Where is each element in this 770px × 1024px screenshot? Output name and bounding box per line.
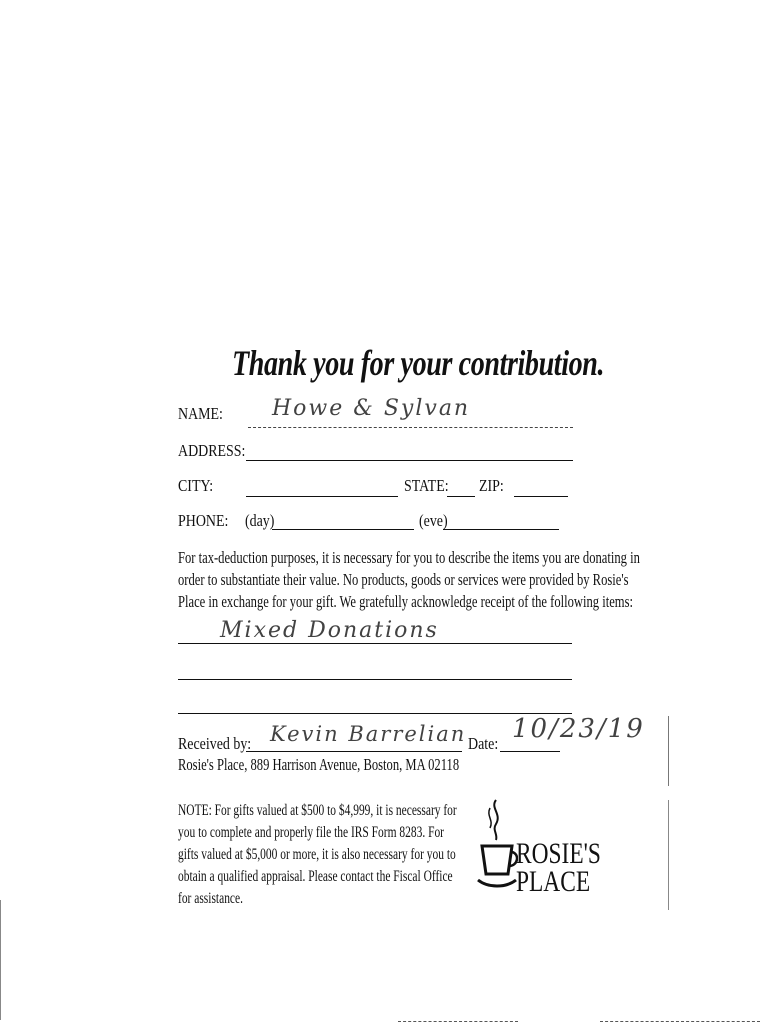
scan-edge-mark (398, 1020, 518, 1022)
note-line-1: NOTE: For gifts valued at $500 to $4,999, it is necessary for (178, 802, 457, 819)
address-line[interactable] (246, 460, 573, 461)
scan-edge-mark (600, 1020, 760, 1022)
note-line-4: obtain a qualified appraisal. Please contact the Fiscal Office (178, 868, 453, 885)
note-line-5: for assistance. (178, 890, 243, 907)
logo-text-rosies: ROSIE'S (516, 837, 601, 870)
phone-label: PHONE: (178, 511, 229, 530)
logo-text-place: PLACE (516, 865, 591, 898)
tax-paragraph-line-1: For tax-deduction purposes, it is necessary for you to describe the items you are donating in (178, 548, 640, 567)
tax-paragraph-line-2: order to substantiate their value. No products, goods or services were provided by Rosie's (178, 570, 629, 589)
scan-edge-mark (668, 716, 669, 786)
zip-label: ZIP: (479, 476, 504, 495)
received-by-signature: Kevin Barrelian (270, 722, 467, 746)
rosies-place-address: Rosie's Place, 889 Harrison Avenue, Boston, MA 02118 (178, 755, 460, 774)
name-line[interactable] (248, 427, 573, 428)
name-label: NAME: (178, 404, 223, 423)
city-line[interactable] (246, 496, 398, 497)
received-by-label: Received by: (178, 734, 252, 753)
items-line-2[interactable] (178, 679, 572, 680)
phone-day-line[interactable] (272, 529, 414, 530)
note-line-2: you to complete and properly file the IRS Form 8283. For (178, 824, 445, 841)
scan-edge-mark (0, 900, 1, 1020)
state-line[interactable] (447, 496, 475, 497)
items-handwritten: Mixed Donations (220, 618, 439, 643)
phone-eve-label: (eve) (419, 511, 448, 530)
received-by-line[interactable] (246, 751, 462, 752)
items-line-1[interactable] (178, 643, 572, 644)
date-line[interactable] (500, 751, 560, 752)
date-label: Date: (468, 734, 499, 753)
city-label: CITY: (178, 476, 214, 495)
tax-paragraph-line-3: Place in exchange for your gift. We gratefully acknowledge receipt of the following items: (178, 592, 633, 611)
phone-eve-line[interactable] (443, 529, 559, 530)
form-title: Thank you for your contribution. (232, 343, 605, 383)
address-label: ADDRESS: (178, 441, 246, 460)
phone-day-label: (day) (245, 511, 275, 530)
state-label: STATE: (404, 476, 449, 495)
date-handwritten: 10/23/19 (512, 714, 645, 744)
note-line-3: gifts valued at $5,000 or more, it is also necessary for you to (178, 846, 456, 863)
scan-edge-mark (668, 800, 669, 910)
name-handwritten: Howe & Sylvan (272, 396, 471, 421)
zip-line[interactable] (514, 496, 568, 497)
coffee-cup-logo-icon (476, 796, 518, 892)
